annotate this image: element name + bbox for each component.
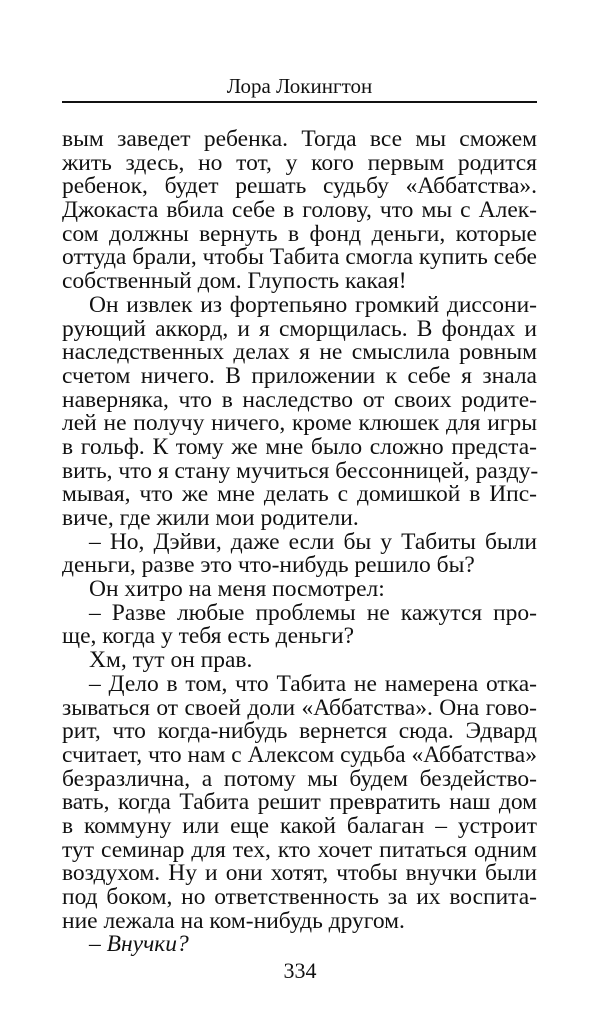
text-line: Хм, тут он прав. xyxy=(89,647,253,674)
text-line: воздухом. Ну и они хотят, чтобы внучки были xyxy=(62,860,537,887)
text-line: рующий аккорд, и я сморщилась. В фондах и xyxy=(62,315,537,342)
text-line: под боком, но ответственность за их воспита- xyxy=(62,884,537,910)
text-line: ще, когда у тебя есть деньги? xyxy=(62,623,354,650)
text-line: считает, что нам с Алексом судьба «Аббатства» xyxy=(62,741,537,768)
text-line: Он хитро на меня посмотрел: xyxy=(89,576,385,603)
text-line: собственный дом. Глупость какая! xyxy=(62,268,407,295)
body-text xyxy=(62,128,537,957)
running-header-author: Лора Локингтон xyxy=(226,74,373,98)
text-line: сом должны вернуть в фонд деньги, которые xyxy=(62,220,537,247)
text-line: тут семинар для тех, кто хочет питаться одним xyxy=(62,836,537,863)
text-line: наверняка, что в наследство от своих родите- xyxy=(62,386,537,413)
page-number: 334 xyxy=(283,958,317,983)
text-line: оттуда брали, чтобы Табита смогла купить себе xyxy=(62,244,537,271)
text-line: зываться от своей доли «Аббатства». Она гово- xyxy=(62,694,537,721)
text-line: мывая, что же мне делать с домишкой в Ипс- xyxy=(62,481,537,508)
text-line: в гольф. К тому же мне было сложно предста- xyxy=(62,433,537,460)
text-line: вым заведет ребенка. Тогда все мы сможем xyxy=(62,126,537,152)
text-line: ребенок, будет решать судьбу «Аббатства». xyxy=(62,173,537,200)
text-line: – Внучки? xyxy=(89,931,189,958)
text-line: ние лежала на ком-нибудь другом. xyxy=(62,907,405,934)
text-line: счетом ничего. В приложении к себе я знала xyxy=(62,362,537,389)
text-line: – Разве любые проблемы не кажутся про- xyxy=(89,599,537,626)
text-line: лей не получу ничего, кроме клюшек для игры xyxy=(62,410,537,437)
text-line: Он извлек из фортепьяно громкий диссони- xyxy=(89,291,537,318)
text-line: вать, когда Табита решит превратить наш дом xyxy=(62,789,537,816)
text-line: виче, где жили мои родители. xyxy=(62,505,359,531)
text-line: жить здесь, но тот, у кого первым родится xyxy=(62,149,537,176)
text-line: наследственных делах я не смыслила ровным xyxy=(62,339,537,366)
text-line: деньги, разве это что-нибудь решило бы? xyxy=(62,552,475,579)
header-rule xyxy=(62,101,537,103)
text-line: вить, что я стану мучиться бессонницей, разду- xyxy=(62,457,539,484)
text-line: Джокаста вбила себе в голову, что мы с Алек- xyxy=(62,197,537,224)
text-line: в коммуну или еще какой балаган – устроит xyxy=(62,812,537,839)
text-line: безразлична, а потому мы будем бездейство- xyxy=(62,765,537,792)
text-line: – Дело в том, что Табита не намерена отка- xyxy=(89,670,537,697)
text-line: рит, что когда-нибудь вернется сюда. Эдвард xyxy=(62,718,537,745)
text-line: – Но, Дэйви, даже если бы у Табиты были xyxy=(89,528,537,555)
